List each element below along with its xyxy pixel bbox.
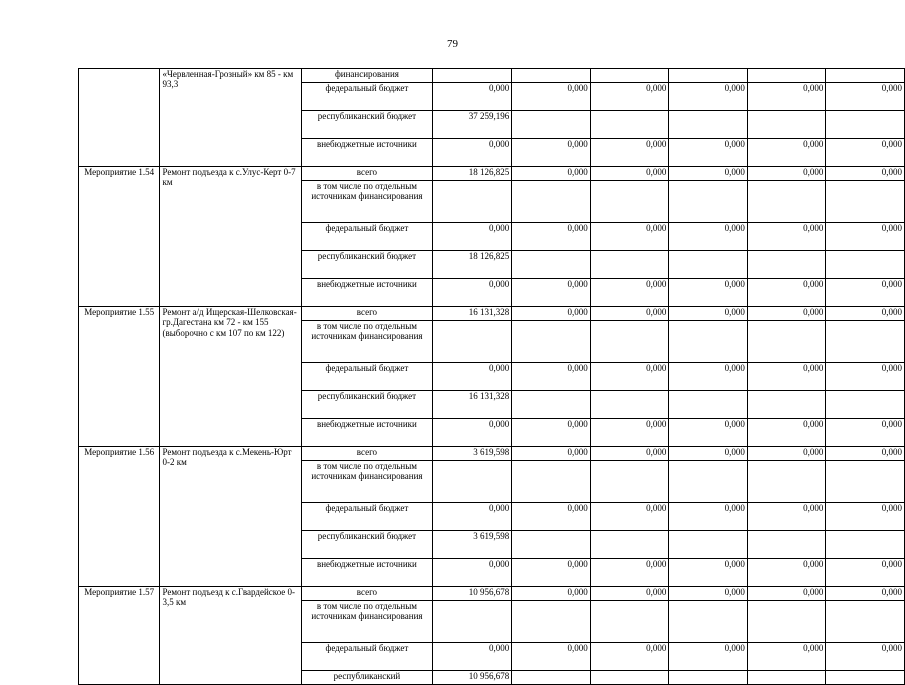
amount-cell: 0,000 [590, 167, 669, 181]
amount-cell [826, 671, 905, 685]
amount-cell: 0,000 [512, 139, 591, 167]
amount-cell [432, 601, 511, 643]
amount-cell [512, 111, 591, 139]
amount-cell [669, 531, 748, 559]
amount-cell: 0,000 [826, 587, 905, 601]
funding-source-cell: всего [301, 587, 432, 601]
amount-cell [669, 671, 748, 685]
funding-source-cell: федеральный бюджет [301, 363, 432, 391]
funding-source-cell: внебюджетные источники [301, 419, 432, 447]
amount-cell: 0,000 [512, 559, 591, 587]
amount-cell [590, 69, 669, 83]
funding-source-cell: в том числе по отдельным источникам финансирования [301, 181, 432, 223]
amount-cell: 0,000 [669, 307, 748, 321]
amount-cell: 0,000 [747, 139, 826, 167]
amount-cell: 0,000 [590, 279, 669, 307]
funding-source-cell: в том числе по отдельным источникам финансирования [301, 321, 432, 363]
budget-table [78, 68, 905, 685]
amount-cell: 0,000 [747, 279, 826, 307]
funding-source-cell: всего [301, 447, 432, 461]
amount-cell [826, 531, 905, 559]
amount-cell [747, 601, 826, 643]
amount-cell: 0,000 [669, 167, 748, 181]
amount-cell [826, 601, 905, 643]
amount-cell [590, 461, 669, 503]
amount-cell [669, 391, 748, 419]
amount-cell [590, 601, 669, 643]
amount-cell [826, 181, 905, 223]
amount-cell [747, 461, 826, 503]
amount-cell [747, 251, 826, 279]
amount-cell: 0,000 [590, 419, 669, 447]
amount-cell [432, 461, 511, 503]
amount-cell: 0,000 [826, 223, 905, 251]
amount-cell: 3 619,598 [432, 531, 511, 559]
funding-source-cell: республиканский бюджет [301, 251, 432, 279]
amount-cell: 0,000 [512, 223, 591, 251]
amount-cell: 0,000 [590, 587, 669, 601]
measure-cell [79, 69, 160, 167]
measure-cell: Мероприятие 1.54 [79, 167, 160, 307]
table-row [79, 167, 905, 181]
amount-cell: 0,000 [512, 83, 591, 111]
funding-source-cell: республиканский [301, 671, 432, 685]
amount-cell: 0,000 [669, 447, 748, 461]
amount-cell: 0,000 [512, 307, 591, 321]
table-row [79, 447, 905, 461]
amount-cell: 0,000 [826, 559, 905, 587]
amount-cell: 0,000 [747, 559, 826, 587]
table-body [79, 69, 905, 685]
funding-source-cell: федеральный бюджет [301, 83, 432, 111]
amount-cell: 0,000 [747, 363, 826, 391]
amount-cell: 0,000 [432, 139, 511, 167]
amount-cell: 0,000 [512, 447, 591, 461]
amount-cell [590, 181, 669, 223]
amount-cell [826, 391, 905, 419]
amount-cell [512, 601, 591, 643]
amount-cell: 0,000 [590, 83, 669, 111]
amount-cell [590, 111, 669, 139]
funding-source-cell: республиканский бюджет [301, 531, 432, 559]
amount-cell [512, 391, 591, 419]
amount-cell [747, 671, 826, 685]
amount-cell: 37 259,196 [432, 111, 511, 139]
amount-cell: 10 956,678 [432, 587, 511, 601]
page-number: 79 [447, 38, 458, 50]
object-name-cell: Ремонт а/д Ищерская-Шелковская-гр.Дагестана км 72 - км 155 (выборочно с км 107 по км 122) [160, 307, 302, 447]
amount-cell: 0,000 [826, 307, 905, 321]
amount-cell [512, 321, 591, 363]
table-row [79, 69, 905, 83]
amount-cell: 16 131,328 [432, 307, 511, 321]
amount-cell: 0,000 [590, 139, 669, 167]
amount-cell: 0,000 [747, 83, 826, 111]
amount-cell: 0,000 [826, 643, 905, 671]
table-row [79, 307, 905, 321]
amount-cell: 0,000 [590, 447, 669, 461]
amount-cell [669, 461, 748, 503]
amount-cell: 0,000 [590, 643, 669, 671]
amount-cell [512, 251, 591, 279]
amount-cell: 0,000 [590, 307, 669, 321]
amount-cell [826, 69, 905, 83]
amount-cell: 0,000 [669, 419, 748, 447]
amount-cell [826, 251, 905, 279]
amount-cell: 0,000 [590, 223, 669, 251]
amount-cell: 0,000 [432, 503, 511, 531]
funding-source-cell: внебюджетные источники [301, 139, 432, 167]
amount-cell [432, 321, 511, 363]
amount-cell [747, 531, 826, 559]
amount-cell: 0,000 [432, 279, 511, 307]
amount-cell: 0,000 [432, 83, 511, 111]
measure-cell: Мероприятие 1.57 [79, 587, 160, 685]
amount-cell: 0,000 [590, 559, 669, 587]
amount-cell [590, 671, 669, 685]
amount-cell: 0,000 [512, 167, 591, 181]
amount-cell: 0,000 [747, 587, 826, 601]
funding-source-cell: федеральный бюджет [301, 503, 432, 531]
funding-source-cell: федеральный бюджет [301, 223, 432, 251]
funding-source-cell: всего [301, 307, 432, 321]
amount-cell: 0,000 [747, 643, 826, 671]
amount-cell: 0,000 [747, 167, 826, 181]
amount-cell: 0,000 [432, 223, 511, 251]
funding-source-cell: внебюджетные источники [301, 559, 432, 587]
amount-cell: 0,000 [747, 503, 826, 531]
amount-cell: 3 619,598 [432, 447, 511, 461]
amount-cell: 0,000 [590, 503, 669, 531]
funding-source-cell: внебюджетные источники [301, 279, 432, 307]
amount-cell [747, 181, 826, 223]
amount-cell: 0,000 [512, 419, 591, 447]
amount-cell: 10 956,678 [432, 671, 511, 685]
amount-cell [512, 461, 591, 503]
amount-cell: 0,000 [669, 139, 748, 167]
amount-cell: 0,000 [826, 503, 905, 531]
amount-cell [669, 601, 748, 643]
amount-cell [590, 251, 669, 279]
amount-cell: 0,000 [669, 643, 748, 671]
amount-cell: 0,000 [432, 419, 511, 447]
amount-cell [826, 321, 905, 363]
amount-cell [669, 321, 748, 363]
funding-source-cell: в том числе по отдельным источникам финансирования [301, 461, 432, 503]
amount-cell: 0,000 [432, 363, 511, 391]
amount-cell: 0,000 [512, 643, 591, 671]
amount-cell [669, 181, 748, 223]
amount-cell: 0,000 [669, 559, 748, 587]
funding-source-cell: республиканский бюджет [301, 391, 432, 419]
amount-cell: 0,000 [669, 279, 748, 307]
funding-source-cell: республиканский бюджет [301, 111, 432, 139]
amount-cell [747, 321, 826, 363]
amount-cell: 18 126,825 [432, 251, 511, 279]
amount-cell: 0,000 [669, 587, 748, 601]
amount-cell: 16 131,328 [432, 391, 511, 419]
amount-cell: 0,000 [512, 279, 591, 307]
amount-cell [432, 69, 511, 83]
object-name-cell: Ремонт подъезда к с.Мекень-Юрт 0-2 км [160, 447, 302, 587]
amount-cell: 0,000 [747, 419, 826, 447]
amount-cell: 0,000 [747, 447, 826, 461]
amount-cell [826, 111, 905, 139]
amount-cell: 18 126,825 [432, 167, 511, 181]
amount-cell [747, 69, 826, 83]
measure-cell: Мероприятие 1.56 [79, 447, 160, 587]
amount-cell [432, 181, 511, 223]
amount-cell: 0,000 [669, 83, 748, 111]
amount-cell: 0,000 [590, 363, 669, 391]
amount-cell [590, 531, 669, 559]
amount-cell [512, 69, 591, 83]
amount-cell [826, 461, 905, 503]
amount-cell: 0,000 [826, 363, 905, 391]
amount-cell: 0,000 [826, 279, 905, 307]
amount-cell [512, 671, 591, 685]
measure-cell: Мероприятие 1.55 [79, 307, 160, 447]
amount-cell [669, 111, 748, 139]
table-row [79, 587, 905, 601]
amount-cell: 0,000 [747, 223, 826, 251]
amount-cell: 0,000 [669, 363, 748, 391]
amount-cell: 0,000 [826, 447, 905, 461]
funding-source-cell: в том числе по отдельным источникам финансирования [301, 601, 432, 643]
amount-cell: 0,000 [432, 643, 511, 671]
amount-cell: 0,000 [669, 223, 748, 251]
amount-cell: 0,000 [512, 587, 591, 601]
amount-cell [669, 251, 748, 279]
object-name-cell: Ремонт подъезда к с.Улус-Керт 0-7 км [160, 167, 302, 307]
amount-cell [590, 321, 669, 363]
object-name-cell: «Червленная-Грозный» км 85 - км 93,3 [160, 69, 302, 167]
amount-cell [669, 69, 748, 83]
amount-cell [512, 531, 591, 559]
amount-cell: 0,000 [826, 419, 905, 447]
amount-cell: 0,000 [512, 363, 591, 391]
amount-cell: 0,000 [669, 503, 748, 531]
funding-source-cell: всего [301, 167, 432, 181]
amount-cell: 0,000 [826, 139, 905, 167]
amount-cell: 0,000 [747, 307, 826, 321]
funding-source-cell: финансирования [301, 69, 432, 83]
object-name-cell: Ремонт подъезд к с.Гвардейское 0-3,5 км [160, 587, 302, 685]
amount-cell: 0,000 [826, 83, 905, 111]
amount-cell: 0,000 [826, 167, 905, 181]
funding-source-cell: федеральный бюджет [301, 643, 432, 671]
amount-cell [590, 391, 669, 419]
amount-cell: 0,000 [432, 559, 511, 587]
amount-cell [747, 111, 826, 139]
amount-cell: 0,000 [512, 503, 591, 531]
amount-cell [747, 391, 826, 419]
amount-cell [512, 181, 591, 223]
